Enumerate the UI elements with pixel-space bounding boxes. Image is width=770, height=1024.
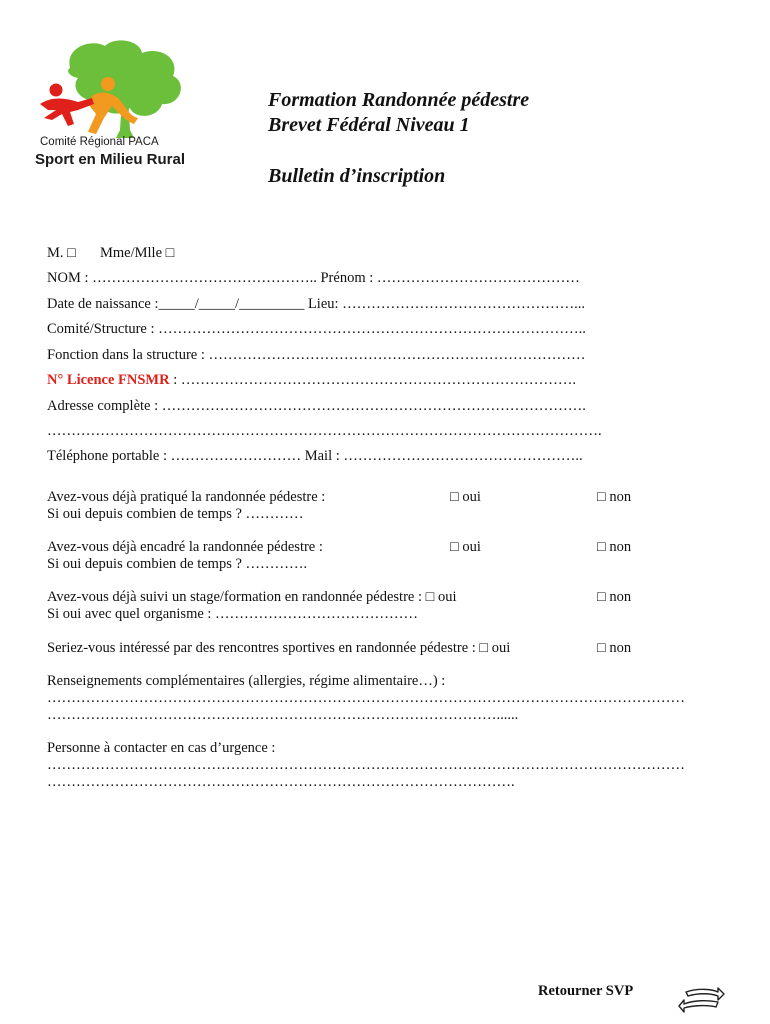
renseignements-label: Renseignements complémentaires (allergies, régime alimentaire…) : bbox=[47, 673, 446, 689]
nom-prenom-field[interactable]: NOM : ……………………………………….. Prénom : …………………………………… bbox=[47, 270, 580, 286]
question-pratique-duree[interactable]: Si oui depuis combien de temps ? ………… bbox=[47, 506, 304, 522]
q3-non-checkbox[interactable]: □ non bbox=[597, 589, 632, 605]
title-formation: Formation Randonnée pédestre bbox=[268, 89, 530, 111]
question-rencontres[interactable]: Seriez-vous intéressé par des rencontres sportives en randonnée pédestre : □ oui bbox=[47, 640, 511, 656]
q4-non-checkbox[interactable]: □ non bbox=[597, 640, 632, 656]
civility-m[interactable]: M. □ bbox=[47, 245, 76, 261]
logo-graphic-icon bbox=[30, 38, 205, 143]
urgence-line-2[interactable]: ……………………………………………………………………………………. bbox=[47, 774, 515, 790]
question-encadre: Avez-vous déjà encadré la randonnée pédestre : bbox=[47, 539, 323, 555]
licence-field[interactable] bbox=[47, 372, 576, 389]
turn-page-label: Retourner SVP bbox=[538, 983, 634, 999]
renseignements-line-2[interactable]: …………………………………………………………………………………...... bbox=[47, 707, 519, 723]
comite-field[interactable]: Comité/Structure : …………………………………………………………………………….. bbox=[47, 321, 586, 337]
logo bbox=[30, 38, 205, 173]
licence-dots: : ………………………………………………………………………. bbox=[169, 372, 576, 388]
q2-non-checkbox[interactable]: □ non bbox=[597, 539, 632, 555]
question-pratique: Avez-vous déjà pratiqué la randonnée pédestre : bbox=[47, 489, 326, 505]
q1-non-checkbox[interactable]: □ non bbox=[597, 489, 632, 505]
turn-page-arrow-icon bbox=[678, 986, 726, 1016]
title-bulletin: Bulletin d’inscription bbox=[268, 165, 446, 187]
adresse-field-2[interactable]: ……………………………………………………………………………………………………. bbox=[47, 423, 602, 439]
telephone-mail-field[interactable]: Téléphone portable : ……………………… Mail : ………………………………………….. bbox=[47, 448, 583, 464]
logo-line1: Comité Régional PACA bbox=[40, 136, 159, 148]
urgence-line-1[interactable]: …………………………………………………………………………………………………………………… bbox=[47, 757, 685, 773]
birth-lieu-field[interactable]: Date de naissance :_____/_____/_________ Lieu: …………………………………………... bbox=[47, 296, 586, 312]
title-brevet: Brevet Fédéral Niveau 1 bbox=[268, 114, 470, 136]
q1-oui-checkbox[interactable]: □ oui bbox=[450, 489, 481, 505]
licence-label: N° Licence FNSMR bbox=[47, 372, 170, 388]
adresse-field[interactable]: Adresse complète : ……………………………………………………………………………. bbox=[47, 398, 586, 414]
renseignements-line-1[interactable]: …………………………………………………………………………………………………………………… bbox=[47, 690, 685, 706]
question-encadre-duree[interactable]: Si oui depuis combien de temps ? …………. bbox=[47, 556, 308, 572]
question-stage[interactable]: Avez-vous déjà suivi un stage/formation en randonnée pédestre : □ oui bbox=[47, 589, 457, 605]
civility-mme[interactable]: Mme/Mlle □ bbox=[100, 245, 175, 261]
question-stage-organisme[interactable]: Si oui avec quel organisme : …………………………………… bbox=[47, 606, 419, 622]
fonction-field[interactable]: Fonction dans la structure : …………………………………………………………………… bbox=[47, 347, 586, 363]
q2-oui-checkbox[interactable]: □ oui bbox=[450, 539, 481, 555]
urgence-label: Personne à contacter en cas d’urgence : bbox=[47, 740, 276, 756]
logo-line2: Sport en Milieu Rural bbox=[35, 151, 186, 168]
